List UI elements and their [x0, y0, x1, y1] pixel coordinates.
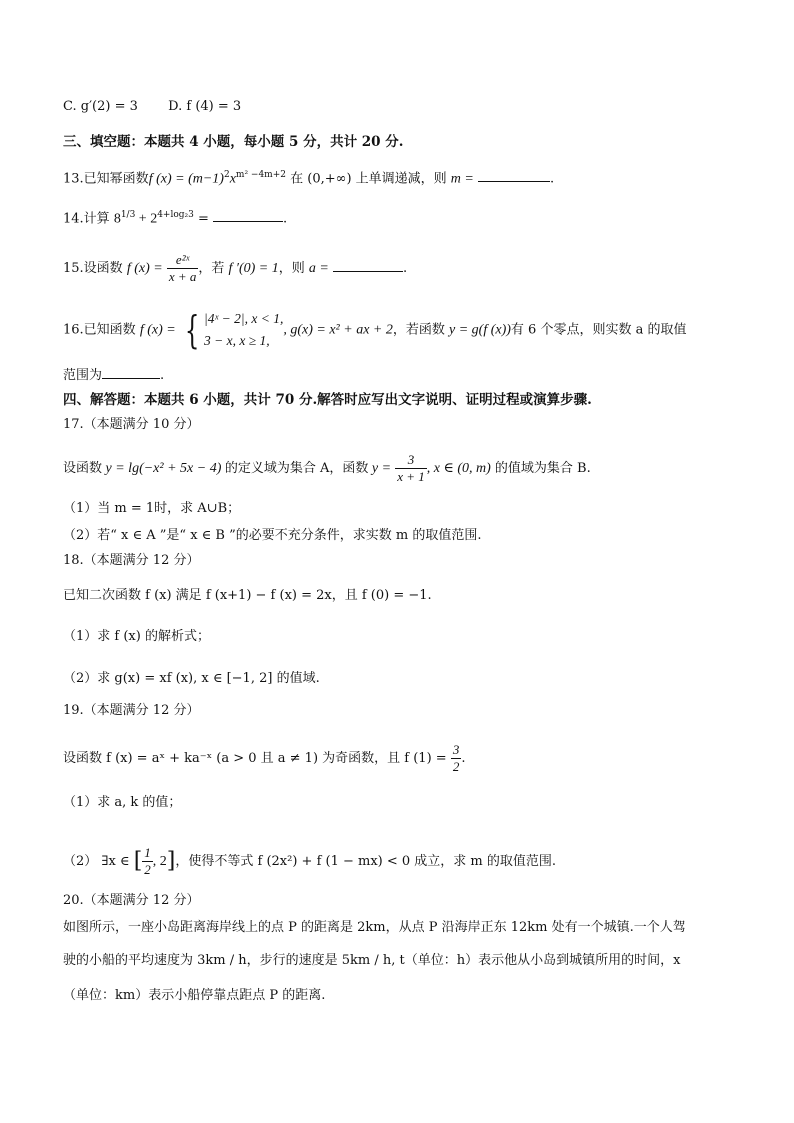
- q19-p2-fraction: [142, 845, 153, 878]
- q16-y: y = g(f (x)): [449, 322, 511, 338]
- q17-text-c: 的值域为集合 B.: [490, 461, 591, 476]
- question-13: [63, 166, 554, 188]
- question-14: [63, 206, 287, 228]
- q13-sup2: m² −4m+2: [235, 170, 286, 180]
- options-row: [63, 98, 241, 116]
- q13-var: m =: [450, 171, 474, 187]
- q17-text-a: 设函数: [63, 461, 103, 476]
- section3-heading: 三、填空题：本题共 4 小题，每小题 5 分，共计 20 分.: [63, 134, 404, 150]
- option-c: C. g′(2) = 3: [63, 99, 138, 114]
- question-15: [63, 252, 407, 285]
- q16-tail: 有 6 个零点，则实数 a 的取值: [510, 322, 687, 338]
- q20-line2: 驶的小船的平均速度为 3km / h，步行的速度是 5km / h, t（单位：h）表示他从小岛到城镇所用的时间，x: [63, 953, 681, 968]
- q15-mid: ，若: [198, 261, 229, 276]
- q19-stem-end: .: [461, 751, 466, 766]
- q15-denominator: x + a: [168, 269, 197, 284]
- q16-prefix: 16.已知函数: [63, 322, 140, 338]
- q15-cond: f ′(0) = 1: [228, 261, 279, 276]
- left-brace: {: [184, 308, 200, 352]
- q17-stem: [63, 452, 591, 485]
- option-d: D. f (4) = 3: [168, 99, 242, 114]
- q14-plus: + 2: [135, 211, 158, 227]
- q17-title: 17.（本题满分 10 分）: [63, 417, 200, 432]
- q18-part1: （1）求 f (x) 的解析式；: [63, 629, 210, 644]
- q17-expr-a: y = lg(−x² + 5x − 4): [102, 461, 225, 476]
- q18-title: 18.（本题满分 12 分）: [63, 553, 200, 568]
- q17-numerator: 3: [395, 452, 427, 469]
- q17-fraction: [395, 452, 427, 485]
- question-16: [63, 308, 686, 352]
- q19-p2-numerator: 1: [144, 845, 151, 860]
- q18-part2: （2）求 g(x) = xf (x), x ∈ [−1, 2] 的值域.: [63, 671, 320, 686]
- q16-mid: ，若函数: [392, 322, 449, 338]
- q15-end: .: [402, 261, 408, 276]
- answer-blank[interactable]: [213, 209, 283, 222]
- q14-end: .: [283, 211, 288, 227]
- q19-stem: [63, 742, 465, 775]
- q19-p2-a: （2） ∃x ∈: [63, 854, 130, 869]
- left-bracket: [: [133, 848, 143, 874]
- q16-line2: 范围为: [63, 368, 103, 383]
- q19-p2-b: , 2: [152, 854, 167, 869]
- q20-line1: 如图所示，一座小岛距离海岸线上的点 P 的距离是 2km，从点 P 沿海岸正东 12km 处有一个城镇.一个人驾: [63, 920, 686, 935]
- q14-base: 8: [113, 211, 121, 227]
- q16-case1: |4ˣ − 2|, x < 1,: [204, 311, 284, 326]
- q19-p2-denominator: 2: [144, 862, 151, 877]
- q13-prefix: 13.已知幂函数: [63, 171, 149, 187]
- q17-y: y =: [368, 461, 392, 476]
- q13-end: .: [550, 171, 555, 187]
- answer-blank[interactable]: [478, 169, 550, 182]
- q14-exp2: 4+log₂3: [157, 210, 194, 220]
- q14-eq: =: [193, 211, 214, 227]
- q17-denominator: x + 1: [397, 469, 425, 484]
- q19-part2: [63, 845, 556, 878]
- q16-end: .: [160, 368, 165, 383]
- q13-x: x: [229, 171, 236, 187]
- q16-f: f (x) =: [139, 322, 176, 338]
- question-16-line2: [63, 366, 164, 385]
- q19-denominator: 2: [452, 759, 460, 774]
- q19-part1: （1）求 a, k 的值；: [63, 795, 182, 810]
- q19-numerator: 3: [452, 742, 460, 757]
- q15-numerator: e²ˣ: [167, 252, 199, 269]
- q17-text-b: 的定义域为集合 A，函数: [224, 461, 369, 476]
- q16-g: , g(x) = x² + ax + 2: [283, 322, 393, 338]
- q13-mid: 在 (0,+∞) 上单调递减，则: [285, 171, 451, 187]
- q19-fraction: [451, 742, 462, 775]
- q20-title: 20.（本题满分 12 分）: [63, 893, 200, 908]
- q19-stem-a: 设函数 f (x) = aˣ + ka⁻ˣ (a > 0 且 a ≠ 1) 为奇函数，且 f (1) =: [63, 751, 447, 766]
- q15-var: a =: [308, 261, 329, 276]
- q20-line3: （单位：km）表示小船停靠点距点 P 的距离.: [63, 988, 326, 1003]
- q14-exp1: 1/3: [120, 210, 136, 220]
- q17-part1: （1）当 m = 1时，求 A∪B；: [63, 501, 241, 516]
- q13-expr: f (x) = (m−1): [148, 171, 224, 187]
- q15-fraction: [167, 252, 199, 285]
- q15-f: f (x) =: [126, 261, 163, 276]
- answer-blank[interactable]: [333, 259, 403, 272]
- q18-stem: 已知二次函数 f (x) 满足 f (x+1) − f (x) = 2x，且 f (0) = −1.: [63, 588, 432, 603]
- q15-prefix: 15.设函数: [63, 261, 127, 276]
- q15-mid2: ，则: [278, 261, 309, 276]
- q17-expr-b: , x ∈ (0, m): [426, 461, 491, 476]
- section4-heading: 四、解答题：本题共 6 小题，共计 70 分.解答时应写出文字说明、证明过程或演算步骤.: [63, 392, 592, 408]
- q17-part2: （2）若“ x ∈ A ”是“ x ∈ B ”的必要不充分条件，求实数 m 的取值范围.: [63, 528, 482, 543]
- q14-prefix: 14.计算: [63, 211, 114, 227]
- right-bracket: ]: [166, 848, 176, 874]
- answer-blank[interactable]: [102, 366, 160, 379]
- q19-title: 19.（本题满分 12 分）: [63, 703, 200, 718]
- q16-case2: 3 − x, x ≥ 1,: [204, 333, 270, 348]
- q13-sup1: 2: [223, 170, 230, 180]
- q16-cases: [204, 308, 283, 352]
- q19-p2-c: ，使得不等式 f (2x²) + f (1 − mx) < 0 成立，求 m 的取值范围.: [175, 854, 557, 869]
